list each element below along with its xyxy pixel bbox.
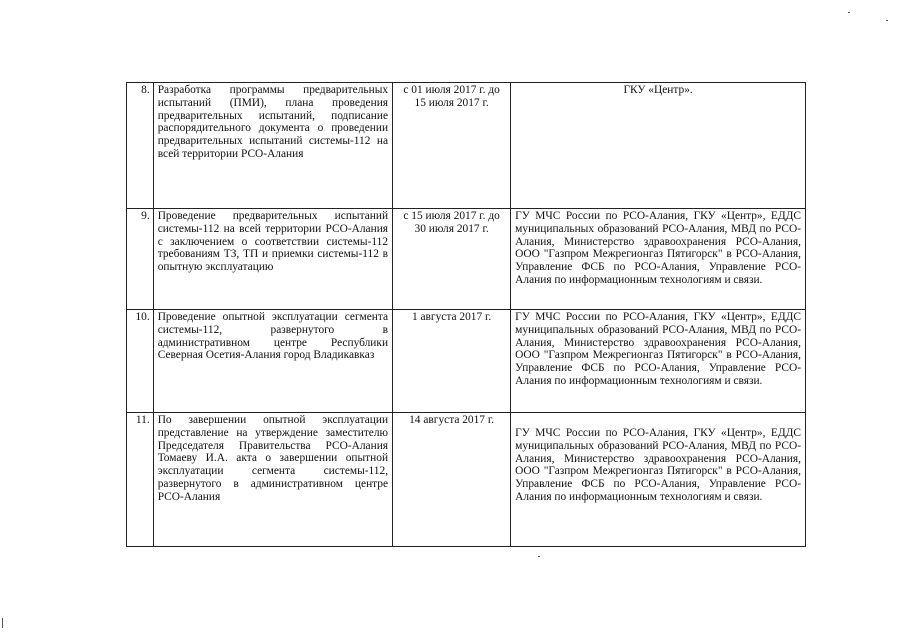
responsible-parties: ГУ МЧС России по РСО-Алания, ГКУ «Центр», ЕДДС муниципальных образований РСО-Алания, МВД по РСО-Алания, Министерство здравоохранения РСО-Алания, ООО "Газпром Межрегионгаз Пятигорск" в РСО-Алания, Управление ФСБ по РСО-Алания, Управление РСО-Алания по информационным технологиям и связи. <box>511 310 806 413</box>
scan-speck <box>886 20 888 21</box>
task-description: Проведение предварительных испытаний системы-112 на всей территории РСО-Алания с заключением о соответствии системы-112 требованиям ТЗ, ТП и приемки системы-112 в опытную эксплуатацию <box>153 209 392 310</box>
task-period: с 15 июля 2017 г. до 30 июля 2017 г. <box>393 209 511 310</box>
table-row <box>127 413 806 547</box>
cell-spacer <box>515 414 801 427</box>
responsible-parties: ГКУ «Центр». <box>511 83 806 209</box>
task-description: Проведение опытной эксплуатации сегмента системы-112, развернутого в административном центре Республики Северная Осетия-Алания город Владикавказ <box>153 310 392 413</box>
row-number: 8. <box>127 83 154 209</box>
responsible-parties: ГУ МЧС России по РСО-Алания, ГКУ «Центр», ЕДДС муниципальных образований РСО-Алания, МВД по РСО-Алания, Министерство здравоохранения РСО-Алания, ООО "Газпром Межрегионгаз Пятигорск" в РСО-Алания, Управление ФСБ по РСО-Алания, Управление РСО-Алания по информационным технологиям и связи. <box>515 427 801 503</box>
scan-speck <box>2 618 3 628</box>
row-number: 10. <box>127 310 154 413</box>
schedule-table <box>126 82 806 547</box>
table-row <box>127 209 806 310</box>
scan-speck <box>538 556 540 557</box>
task-period: с 01 июля 2017 г. до 15 июля 2017 г. <box>393 83 511 209</box>
responsible-parties: ГУ МЧС России по РСО-Алания, ГКУ «Центр», ЕДДС муниципальных образований РСО-Алания, МВД по РСО-Алания, Министерство здравоохранения РСО-Алания, ООО "Газпром Межрегионгаз Пятигорск" в РСО-Алания, Управление ФСБ по РСО-Алания, Управление РСО-Алания по информационным технологиям и связи. <box>511 209 806 310</box>
table-row <box>127 310 806 413</box>
scan-speck <box>848 12 850 13</box>
task-period: 1 августа 2017 г. <box>393 310 511 413</box>
responsible-parties-cell <box>511 413 806 547</box>
task-description: Разработка программы предварительных испытаний (ПМИ), плана проведения предварительных испытаний, подписание распорядительного документа о проведении предварительных испытаний системы-112 на всей территории РСО-Алания <box>153 83 392 209</box>
task-description: По завершении опытной эксплуатации представление на утверждение заместителю Председателя Правительства РСО-Алания Томаеву И.А. акта о завершении опытной эксплуатации сегмента системы-112, развернутого в административном центре РСО-Алания <box>153 413 392 547</box>
row-number: 11. <box>127 413 154 547</box>
task-period: 14 августа 2017 г. <box>393 413 511 547</box>
row-number: 9. <box>127 209 154 310</box>
table-row <box>127 83 806 209</box>
